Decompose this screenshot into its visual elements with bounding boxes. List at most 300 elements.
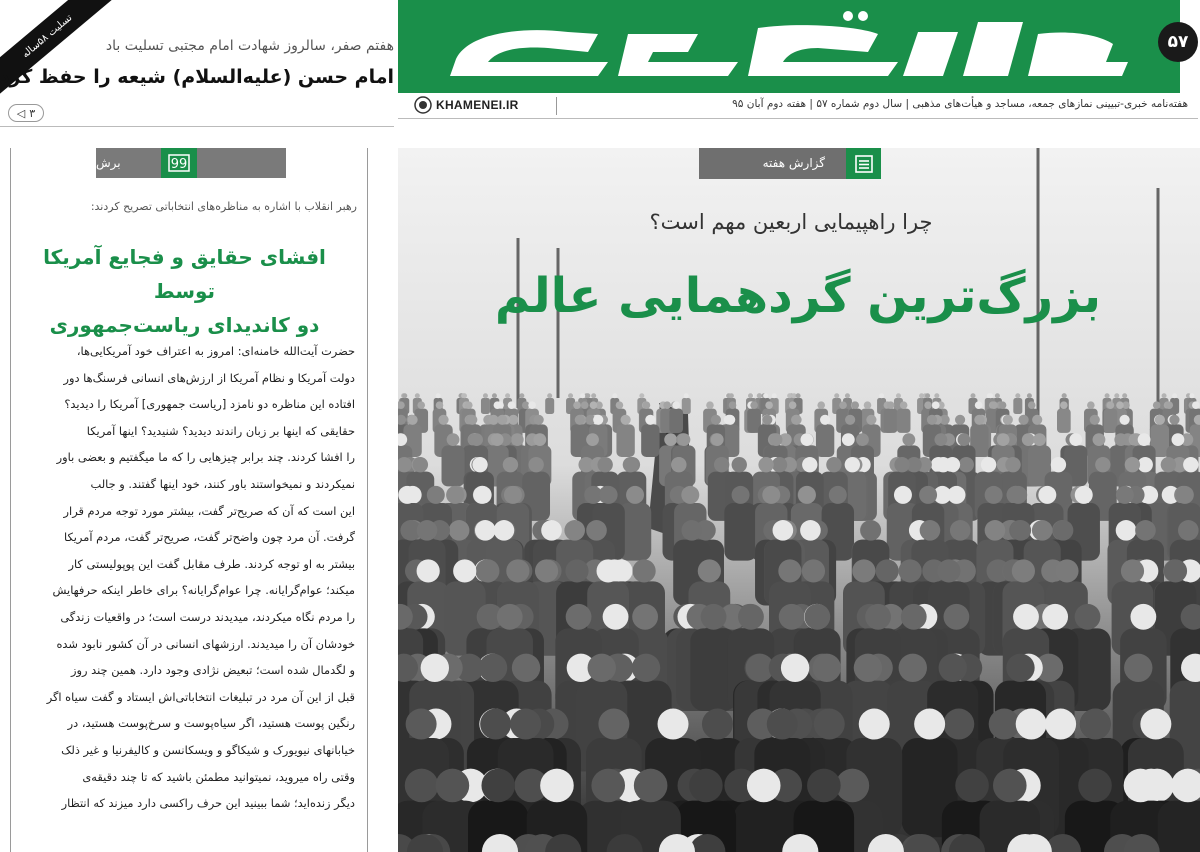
pilgrim-head: [779, 604, 805, 630]
pilgrim-head: [1016, 709, 1047, 740]
pilgrim-head: [632, 654, 660, 682]
pilgrim-head: [817, 401, 825, 409]
pilgrim-head: [588, 654, 616, 682]
site-url: KHAMENEI.IR: [436, 98, 519, 112]
headline-line-2: دو کاندیدای ریاست‌جمهوری: [49, 313, 320, 337]
pilgrim-head: [706, 401, 714, 409]
cover-title[interactable]: بزرگ‌ترین گردهمایی عالم: [494, 268, 1102, 324]
pilgrim-head: [937, 559, 960, 582]
quote-icon: [161, 148, 197, 178]
pilgrim-head: [639, 393, 644, 398]
pilgrim-head: [612, 393, 617, 398]
pilgrim-head: [1038, 486, 1056, 504]
pilgrim-head: [1045, 709, 1076, 740]
report-icon: [846, 148, 881, 179]
pilgrim-head: [729, 393, 734, 398]
pilgrim-head: [565, 559, 588, 582]
pilgrim-head: [407, 415, 417, 425]
body-line: میکند؛ عوام‌گرایانه. چرا عوام‌گرایانه؟ برای خاطر اینکه حرفهایش: [52, 583, 355, 598]
body-line: نمیکردند و نمیخواستند باور کنند، خود اینها گفتند. و جالب: [90, 476, 355, 491]
pilgrim-head: [436, 401, 444, 409]
pilgrim-head: [1130, 604, 1156, 630]
pilgrim-head: [541, 520, 562, 541]
pilgrim-head: [632, 604, 658, 630]
pilgrim-head: [1162, 393, 1167, 398]
pilgrim-head: [1005, 457, 1020, 472]
pilgrim-head: [488, 415, 498, 425]
pilgrim-head: [1075, 604, 1101, 630]
pilgrim-head: [519, 393, 524, 398]
pilgrim-head: [1062, 393, 1067, 398]
pilgrim-head: [1124, 654, 1152, 682]
pilgrim-head: [575, 415, 585, 425]
pilgrim-head: [511, 433, 524, 446]
pilgrim-head: [467, 415, 477, 425]
pilgrim-head: [852, 559, 875, 582]
pilgrim-head: [944, 604, 970, 630]
section-label: برش: [96, 156, 121, 170]
header-rule: [0, 126, 394, 127]
pilgrim-head: [864, 401, 872, 409]
pilgrim-head: [586, 520, 607, 541]
pilgrim-head: [834, 393, 839, 398]
headline-line-1: افشای حقایق و فجایع آمریکا توسط: [43, 245, 326, 303]
pilgrim-head: [597, 457, 612, 472]
body-line: را افشا کردند. چند برابر چیزهایی را که ما میگفتیم و بعضی باور: [56, 450, 355, 465]
pilgrim-head: [1138, 433, 1151, 446]
pilgrim-head: [497, 415, 507, 425]
pilgrim-head: [778, 559, 801, 582]
pilgrim-head: [449, 520, 470, 541]
pilgrim-head: [814, 709, 845, 740]
pilgrim-head: [1006, 654, 1034, 682]
pilgrim-head: [829, 486, 847, 504]
pilgrim-head: [510, 709, 541, 740]
pilgrim-head: [1019, 415, 1029, 425]
pilgrim-head: [623, 457, 638, 472]
pilgrim-head: [1125, 457, 1140, 472]
pilgrim-head: [701, 604, 727, 630]
pilgrim-head: [447, 433, 460, 446]
pilgrim-head: [417, 559, 440, 582]
pilgrim-head: [479, 654, 507, 682]
pilgrim-head: [446, 486, 464, 504]
pilgrim-head: [453, 559, 476, 582]
pilgrim-head: [1028, 401, 1036, 409]
pilgrim-figure: [682, 398, 691, 414]
pilgrim-head: [438, 415, 448, 425]
pilgrim-head: [902, 433, 915, 446]
pilgrim-head: [925, 393, 930, 398]
pilgrim-figure: [1158, 801, 1200, 852]
pilgrim-head: [1172, 393, 1177, 398]
pilgrim-head: [950, 520, 971, 541]
pilgrim-head: [1164, 559, 1187, 582]
pilgrim-head: [1172, 433, 1185, 446]
pilgrim-head: [939, 654, 967, 682]
cover-kicker: چرا راهپیمایی اربعین مهم است؟: [649, 210, 933, 234]
svg-text:99: 99: [170, 157, 188, 172]
pilgrim-head: [896, 393, 901, 398]
pilgrim-head: [781, 654, 809, 682]
pilgrim-figure: [724, 503, 756, 561]
masthead-info-strip: [398, 93, 1198, 119]
pilgrim-head: [813, 654, 841, 682]
pilgrim-head: [533, 433, 546, 446]
pilgrim-head: [899, 559, 922, 582]
pilgrim-head: [802, 457, 817, 472]
khatt-e-hezbollah-logo: [438, 4, 1138, 90]
pilgrim-head: [1051, 457, 1066, 472]
mourning-ribbon: تسلیت ۵۸ساله: [0, 0, 113, 95]
pilgrim-head: [711, 415, 721, 425]
pilgrim-head: [859, 709, 890, 740]
pilgrim-head: [1032, 415, 1042, 425]
pilgrim-head: [591, 769, 625, 803]
pilgrim-head: [887, 401, 895, 409]
pilgrim-head: [981, 457, 996, 472]
pilgrim-head: [643, 401, 651, 409]
pilgrim-head: [528, 457, 543, 472]
pilgrim-head: [600, 486, 618, 504]
pilgrim-head: [971, 393, 976, 398]
pilgrim-head: [1124, 769, 1158, 803]
pilgrim-head: [494, 520, 515, 541]
body-line: دولت آمریکا و نظام آمریکا از ارزش‌های انسانی فرسنگ‌ها دور: [63, 370, 355, 385]
pilgrim-head: [842, 433, 855, 446]
pilgrim-head: [421, 654, 449, 682]
pilgrim-head: [591, 393, 596, 398]
pilgrim-head: [826, 457, 841, 472]
pilgrim-head: [476, 559, 499, 582]
pilgrim-head: [645, 415, 655, 425]
khamenei-emblem-icon: [414, 96, 432, 114]
pilgrim-head: [1069, 433, 1082, 446]
pilgrim-head: [1095, 457, 1110, 472]
pilgrim-head: [1107, 401, 1115, 409]
crowd-photo-illustration: [398, 148, 1200, 852]
pilgrim-head: [959, 457, 974, 472]
pilgrim-head: [1015, 393, 1020, 398]
pilgrim-head: [789, 401, 797, 409]
pilgrim-head: [725, 415, 735, 425]
pilgrim-head: [584, 486, 602, 504]
pilgrim-figure: [616, 424, 634, 457]
pilgrim-head: [1135, 520, 1156, 541]
report-tab: [699, 148, 881, 179]
pilgrim-head: [955, 415, 965, 425]
pilgrim-head: [633, 559, 656, 582]
pilgrim-head: [586, 433, 599, 446]
pilgrim-head: [480, 709, 511, 740]
pilgrim-head: [747, 769, 781, 803]
site-link[interactable]: [414, 96, 519, 114]
pilgrim-head: [750, 401, 758, 409]
pilgrim-head: [417, 520, 438, 541]
strip-divider: [556, 97, 557, 115]
page-number: ۳: [29, 106, 36, 120]
pilgrim-head: [678, 433, 691, 446]
pilgrim-head: [413, 457, 428, 472]
pilgrim-head: [772, 457, 787, 472]
pilgrim-head: [876, 559, 899, 582]
masthead: [398, 0, 1200, 122]
pilgrim-head: [894, 486, 912, 504]
pilgrim-head: [573, 401, 581, 409]
pilgrim-head: [1153, 401, 1161, 409]
pilgrim-head: [845, 457, 860, 472]
pilgrim-head: [616, 401, 624, 409]
pilgrim-head: [988, 393, 993, 398]
pilgrim-figure: [1013, 398, 1022, 414]
pilgrim-head: [802, 559, 825, 582]
pilgrim-head: [770, 433, 783, 446]
body-line: و لگدمال شده است؛ تبعیض نژادی وجود دارد. همین چند روز: [71, 663, 355, 678]
pilgrim-head: [993, 769, 1027, 803]
pilgrim-figure: [884, 409, 898, 433]
pilgrim-head: [935, 457, 950, 472]
article-headline[interactable]: [12, 240, 357, 342]
pilgrim-head: [1121, 559, 1144, 582]
pilgrim-head: [1093, 433, 1106, 446]
body-line: این است که آن که صریح‌تر گفت، بیشتر مورد توجه مردم قرار: [63, 503, 355, 518]
pilgrim-head: [1165, 401, 1173, 409]
page-arrow-icon: ◁: [16, 106, 26, 120]
pilgrim-head: [1078, 769, 1112, 803]
pilgrim-figure: [897, 409, 911, 433]
body-line: را مردم نگاه میکردند، میدیدند درست است؛ در واقعیات زندگی: [60, 609, 355, 624]
pilgrim-head: [663, 401, 671, 409]
pilgrim-head: [590, 401, 598, 409]
article-lead: رهبر انقلاب با اشاره به مناظره‌های انتخاباتی تصریح کردند:: [90, 200, 357, 213]
pilgrim-head: [492, 393, 497, 398]
pilgrim-head: [1116, 401, 1124, 409]
body-line: خودشان آن را میدیدند. ارزشهای انسانی در آن کشور نابود شده: [56, 636, 355, 651]
pilgrim-head: [465, 401, 473, 409]
page-pointer[interactable]: [8, 104, 44, 122]
pilgrim-head: [417, 401, 425, 409]
pilgrim-head: [879, 393, 884, 398]
pilgrim-figure: [1057, 409, 1071, 433]
pilgrim-head: [854, 654, 882, 682]
pilgrim-head: [603, 604, 629, 630]
pilgrim-head: [1010, 520, 1031, 541]
pilgrim-head: [955, 769, 989, 803]
pilgrim-head: [796, 393, 801, 398]
pilgrim-head: [985, 486, 1003, 504]
pilgrim-head: [845, 393, 850, 398]
article-body: [10, 338, 355, 817]
pilgrim-head: [462, 393, 467, 398]
pilgrim-figure: [481, 398, 490, 414]
pilgrim-head: [564, 520, 585, 541]
pilgrim-head: [894, 457, 909, 472]
pilgrim-head: [406, 709, 437, 740]
pilgrim-head: [436, 393, 441, 398]
pilgrim-head: [762, 486, 780, 504]
pilgrim-head: [732, 486, 750, 504]
pilgrim-head: [985, 520, 1006, 541]
pilgrim-head: [402, 393, 407, 398]
pilgrim-head: [990, 401, 998, 409]
pilgrim-head: [804, 604, 830, 630]
top-left-header: [0, 0, 394, 126]
pilgrim-head: [398, 486, 416, 504]
pilgrim-head: [681, 520, 702, 541]
pilgrim-head: [1080, 709, 1111, 740]
pilgrim-figure: [669, 409, 683, 433]
pilgrim-head: [580, 393, 585, 398]
pilgrim-head: [798, 486, 816, 504]
pilgrim-head: [481, 769, 515, 803]
pilgrim-head: [664, 433, 677, 446]
pilgrim-head: [702, 709, 733, 740]
pilgrim-head: [626, 486, 644, 504]
pilgrim-head: [900, 401, 908, 409]
pilgrim-head: [995, 393, 1000, 398]
pilgrim-head: [672, 401, 680, 409]
pilgrim-head: [597, 559, 620, 582]
issue-number-badge: ۵۷: [1158, 22, 1198, 62]
pilgrim-figure: [545, 398, 554, 414]
pilgrim-head: [919, 486, 937, 504]
publication-info: هفته‌نامه خبری-تبیینی نمازهای جمعه، مساجد و هیأت‌های مذهبی | سال دوم شماره ۵۷ | هفته دوم آبان ۹۵: [732, 98, 1188, 110]
pilgrim-head: [1116, 520, 1137, 541]
crowd-figures: [398, 393, 1200, 852]
pilgrim-head: [1009, 486, 1027, 504]
pilgrim-head: [820, 415, 830, 425]
pilgrim-head: [997, 433, 1010, 446]
pilgrim-figure: [442, 445, 465, 486]
pilgrim-head: [757, 393, 762, 398]
pilgrim-head: [934, 433, 947, 446]
pilgrim-head: [427, 486, 445, 504]
pilgrim-head: [1012, 559, 1035, 582]
pilgrim-head: [975, 401, 983, 409]
pilgrim-head: [1090, 415, 1100, 425]
cover-photo: [398, 148, 1200, 852]
pilgrim-head: [732, 457, 747, 472]
pilgrim-head: [512, 654, 540, 682]
pilgrim-head: [738, 604, 764, 630]
pilgrim-head: [494, 401, 502, 409]
pilgrim-head: [1176, 486, 1194, 504]
pilgrim-head: [1027, 393, 1032, 398]
body-line: افتاده این مناظره دو نامزد [ریاست جمهوری] آمریکا را دیدید؟: [64, 397, 355, 412]
body-line: دیگر زنده‌اید؛ شما ببینید این حرف راکسی دارد میزند که انتظار: [61, 796, 355, 811]
pilgrim-head: [866, 415, 876, 425]
pilgrim-head: [927, 415, 937, 425]
pilgrim-head: [1055, 559, 1078, 582]
pilgrim-head: [748, 393, 753, 398]
pilgrim-head: [503, 457, 518, 472]
pilgrim-head: [901, 604, 927, 630]
pilgrim-head: [1042, 604, 1068, 630]
pilgrim-head: [581, 401, 589, 409]
pilgrim-head: [861, 520, 882, 541]
pilgrim-head: [762, 415, 772, 425]
body-line: گرفت. آن مرد چون واضح‌تر گفت، صریح‌تر گفت، مردم آمریکا: [64, 530, 355, 545]
pilgrim-head: [1003, 415, 1013, 425]
pilgrim-head: [943, 709, 974, 740]
pilgrim-head: [711, 433, 724, 446]
pilgrim-head: [1140, 709, 1171, 740]
pilgrim-head: [999, 401, 1007, 409]
pilgrim-head: [914, 709, 945, 740]
pilgrim-head: [763, 393, 768, 398]
pilgrim-head: [787, 393, 792, 398]
pilgrim-head: [1114, 393, 1119, 398]
pilgrim-head: [924, 401, 932, 409]
pilgrim-head: [899, 654, 927, 682]
pilgrim-head: [472, 457, 487, 472]
pilgrim-head: [1122, 393, 1127, 398]
pilgrim-head: [593, 415, 603, 425]
pilgrim-head: [1116, 486, 1134, 504]
body-line: حقایقی که اینها بر زبان راندند دیدید؟ شنیدید؟ اینها آمریکا: [86, 423, 355, 438]
pilgrim-head: [1053, 520, 1074, 541]
teaser-headline[interactable]: امام حسن (علیه‌السلام) شیعه را حفظ کرد: [0, 66, 394, 88]
pilgrim-head: [974, 415, 984, 425]
pilgrim-head: [497, 604, 523, 630]
pilgrim-head: [698, 559, 721, 582]
pilgrim-head: [1013, 604, 1039, 630]
pilgrim-head: [791, 415, 801, 425]
pilgrim-head: [508, 401, 516, 409]
pilgrim-head: [1183, 457, 1198, 472]
condolence-line: هفتم صفر، سالروز شهادت امام مجتبی تسلیت باد: [105, 38, 394, 54]
pilgrim-head: [845, 415, 855, 425]
pilgrim-head: [1033, 433, 1046, 446]
pilgrim-head: [505, 393, 510, 398]
pilgrim-head: [765, 401, 773, 409]
pilgrim-head: [534, 415, 544, 425]
pilgrim-figure: [641, 424, 659, 457]
left-column-article: [10, 148, 368, 852]
pilgrim-head: [535, 559, 558, 582]
pilgrim-head: [714, 457, 729, 472]
pilgrim-head: [671, 457, 686, 472]
body-line: حضرت آیت‌الله خامنه‌ای: امروز به اعتراف خود آمریکایی‌ها،: [76, 344, 355, 358]
pilgrim-head: [598, 709, 629, 740]
pilgrim-head: [773, 520, 794, 541]
pilgrim-head: [568, 393, 573, 398]
pilgrim-head: [528, 401, 536, 409]
pilgrim-head: [1032, 520, 1053, 541]
pilgrim-head: [684, 393, 689, 398]
pilgrim-head: [1105, 393, 1110, 398]
pilgrim-head: [1155, 415, 1165, 425]
pilgrim-head: [436, 769, 470, 803]
masthead-banner: [398, 0, 1180, 93]
pilgrim-head: [919, 393, 924, 398]
pilgrim-head: [506, 559, 529, 582]
pilgrim-head: [865, 604, 891, 630]
pilgrim-head: [989, 709, 1020, 740]
pilgrim-head: [547, 393, 552, 398]
pilgrim-head: [1189, 393, 1194, 398]
pilgrim-head: [681, 486, 699, 504]
pilgrim-head: [585, 393, 590, 398]
pilgrim-head: [1114, 433, 1127, 446]
pilgrim-head: [856, 433, 869, 446]
report-tab-label: گزارش هفته: [762, 156, 825, 170]
body-line: خیابانهای نیویورک و شیکاگو و ویسکانسن و کالیفرنیا و غیر ذلک: [61, 742, 355, 757]
pilgrim-head: [540, 769, 574, 803]
pilgrim-head: [483, 393, 488, 398]
pilgrim-head: [504, 486, 522, 504]
pilgrim-figure: [1104, 409, 1118, 433]
